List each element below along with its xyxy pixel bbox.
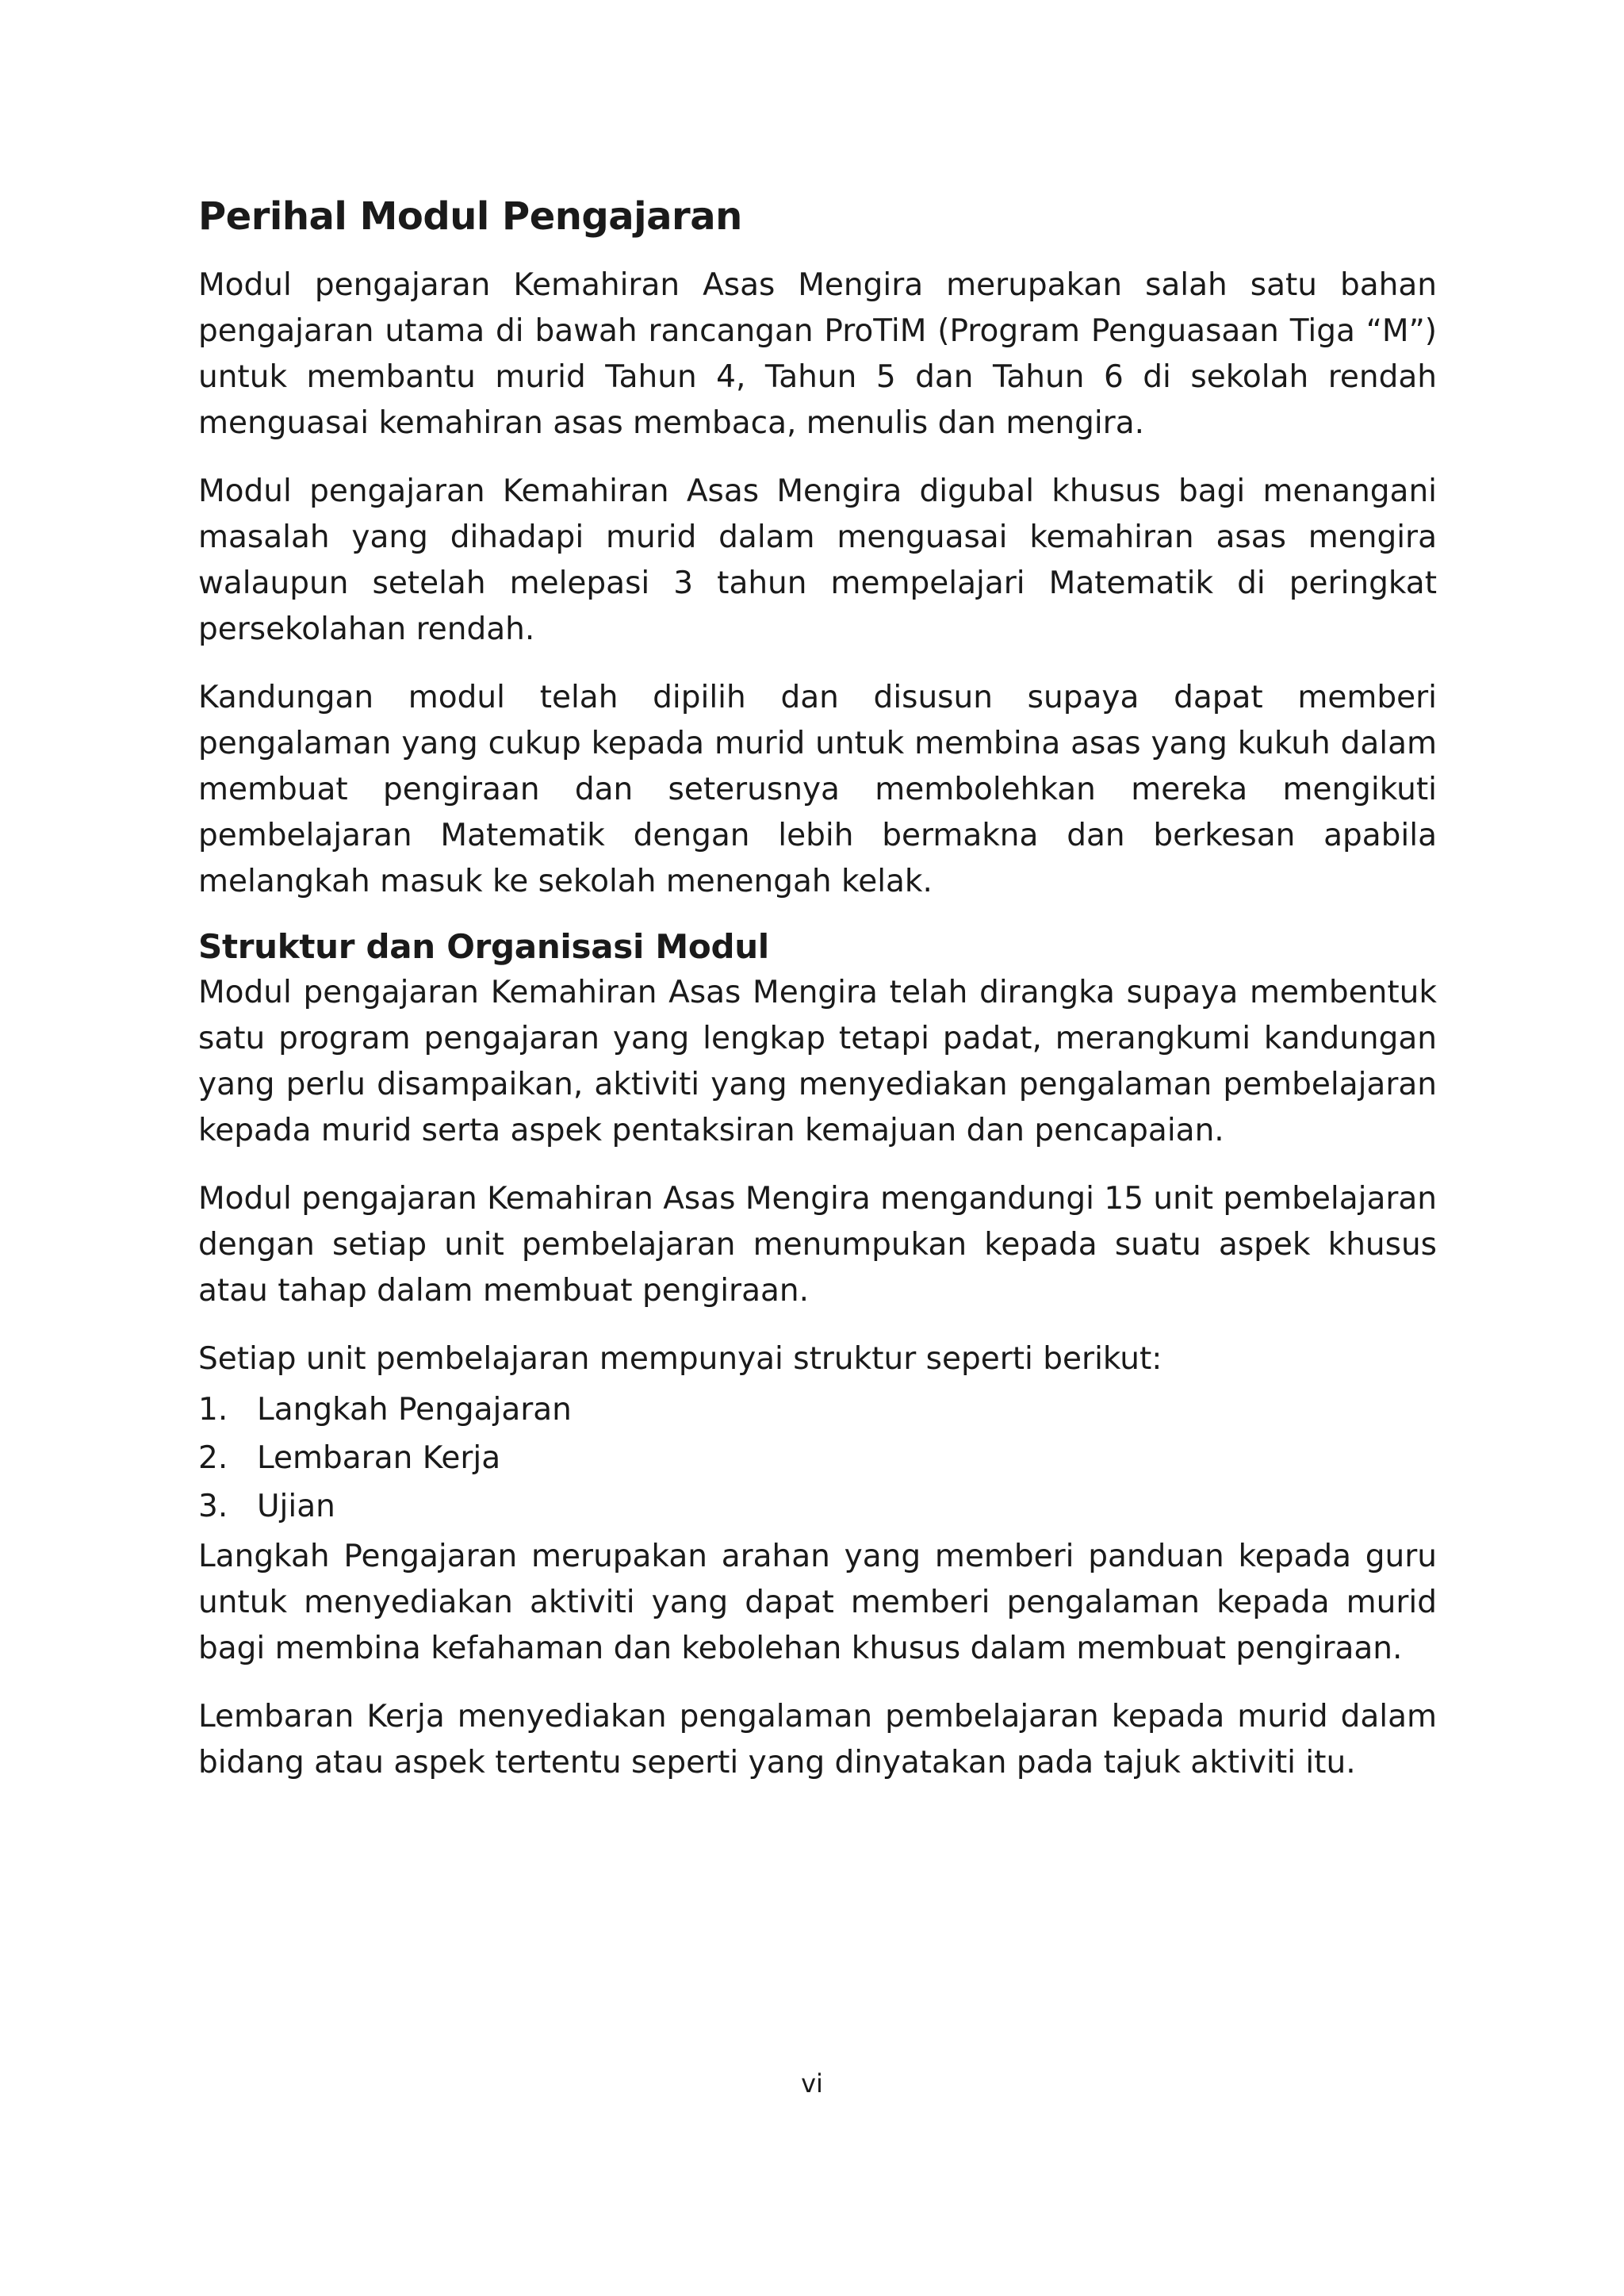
- list-item: [198, 1434, 1437, 1482]
- list-item-number: 3.: [198, 1488, 228, 1524]
- paragraph: Lembaran Kerja menyediakan pengalaman pembelajaran kepada murid dalam bidang atau aspek tertentu seperti yang dinyatakan pada tajuk aktiviti itu.: [198, 1698, 1437, 1780]
- list-item-label: Lembaran Kerja: [257, 1439, 501, 1476]
- paragraph: Modul pengajaran Kemahiran Asas Mengira merupakan salah satu bahan pengajaran utama di bawah rancangan ProTiM (Program Penguasaan Tiga “M”) untuk membantu murid Tahun 4, Tahun 5 dan Tahun 6 di sekolah rendah menguasai kemahiran asas membaca, menulis dan mengira.: [198, 266, 1437, 441]
- list-intro: Setiap unit pembelajaran mempunyai struktur seperti berikut:: [198, 1340, 1162, 1377]
- list-item-number: 2.: [198, 1439, 228, 1476]
- list-item-label: Langkah Pengajaran: [257, 1391, 572, 1428]
- list-item-label: Ujian: [257, 1488, 335, 1524]
- paragraph: Modul pengajaran Kemahiran Asas Mengira telah dirangka supaya membentuk satu program pengajaran yang lengkap tetapi padat, merangkumi kandungan yang perlu disampaikan, aktiviti yang menyediakan pengalaman pembelajaran kepada murid serta aspek pentaksiran kemajuan dan pencapaian.: [198, 974, 1437, 1148]
- structure-list: [198, 1386, 1437, 1531]
- paragraph: Langkah Pengajaran merupakan arahan yang memberi panduan kepada guru untuk menyediakan aktiviti yang dapat memberi pengalaman kepada murid bagi membina kefahaman dan kebolehan khusus dalam membuat pengiraan.: [198, 1538, 1437, 1666]
- list-item-number: 1.: [198, 1391, 228, 1428]
- paragraph: Kandungan modul telah dipilih dan disusun supaya dapat memberi pengalaman yang cukup kepada murid untuk membina asas yang kukuh dalam membuat pengiraan dan seterusnya membolehkan mereka mengikuti pembelajaran Matematik dengan lebih bermakna dan berkesan apabila melangkah masuk ke sekolah menengah kelak.: [198, 679, 1437, 899]
- paragraph: Modul pengajaran Kemahiran Asas Mengira mengandungi 15 unit pembelajaran dengan setiap unit pembelajaran menumpukan kepada suatu aspek khusus atau tahap dalam membuat pengiraan.: [198, 1180, 1437, 1309]
- list-item: [198, 1482, 1437, 1531]
- page-number: vi: [801, 2068, 823, 2099]
- paragraph: Modul pengajaran Kemahiran Asas Mengira digubal khusus bagi menangani masalah yang dihadapi murid dalam menguasai kemahiran asas mengira walaupun setelah melepasi 3 tahun mempelajari Matematik di peringkat persekolahan rendah.: [198, 473, 1437, 647]
- section-title: Perihal Modul Pengajaran: [198, 194, 742, 239]
- subsection-title: Struktur dan Organisasi Modul: [198, 926, 769, 966]
- document-page: [198, 194, 1437, 1808]
- list-item: [198, 1386, 1437, 1434]
